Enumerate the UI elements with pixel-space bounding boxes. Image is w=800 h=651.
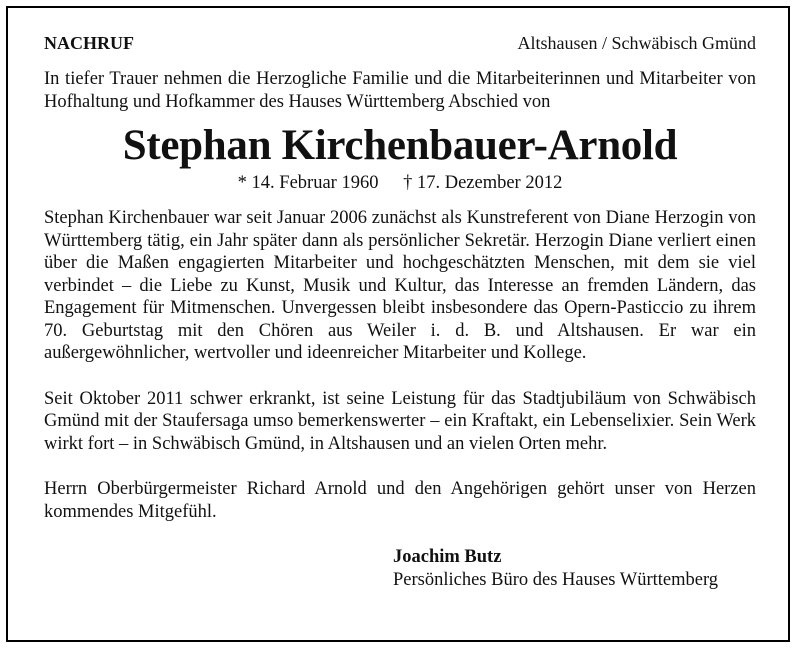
life-dates (44, 172, 756, 194)
notice-location: Altshausen / Schwäbisch Gmünd (517, 33, 756, 53)
birth-date: * 14. Februar 1960 (237, 173, 379, 193)
intro-text: In tiefer Trauer nehmen die Herzogliche Familie und die Mitarbeiterinnen und Mitarbeiter von Hofhaltung und Hofkammer des Hauses Württemberg Abschied von (44, 69, 756, 112)
signature-block (393, 546, 756, 591)
deceased-name: Stephan Kirchenbauer-Arnold (122, 122, 678, 169)
obituary-notice (44, 30, 756, 591)
notice-label: NACHRUF (44, 33, 134, 53)
signatory-name: Joachim Butz (393, 547, 502, 567)
body-paragraph-1: Stephan Kirchenbauer war seit Januar 2006 zunächst als Kunstreferent von Diane Herzogin von Württemberg tätig, ein Jahr später dann als persönlicher Sekretär. Herzogin Diane verliert einen über die Maßen engagierten Mitarbeiter und hochgeschätzten Menschen, mit dem sie viel verbindet – die Liebe zu Kunst, Musik und Kultur, das Interesse an fremden Ländern, das Engagement für Mitmenschen. Unvergessen bleibt insbesondere das Opern-Pasticcio zu ihrem 70. Geburtstag mit den Chören aus Weiler i. d. B. und Altshausen. Er war ein außergewöhnlicher, wertvoller und ideenreicher Mitarbeiter und Kollege. (44, 208, 756, 363)
body-paragraph-3: Herrn Oberbürgermeister Richard Arnold und den Angehörigen gehört unser von Herzen kommendes Mitgefühl. (44, 479, 756, 522)
body-paragraph-2: Seit Oktober 2011 schwer erkrankt, ist seine Leistung für das Stadtjubiläum von Schwäbisch Gmünd mit der Staufersaga umso bemerkenswerter – ein Kraftakt, ein Lebenselixier. Sein Werk wirkt fort – in Schwäbisch Gmünd, in Altshausen und an vielen Orten mehr. (44, 388, 756, 454)
signatory-office: Persönliches Büro des Hauses Württemberg (393, 569, 719, 590)
death-date: † 17. Dezember 2012 (403, 173, 563, 193)
notice-header (44, 30, 756, 56)
